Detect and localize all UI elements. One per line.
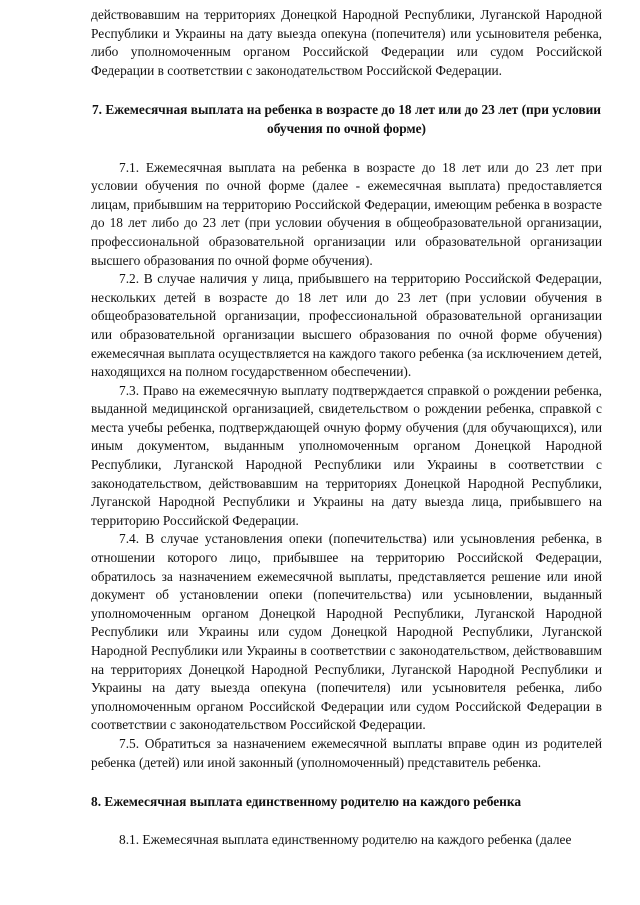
- paragraph-8-1: 8.1. Ежемесячная выплата единственному родителю на каждого ребенка (далее: [119, 831, 572, 847]
- paragraph-7-4: 7.4. В случае установления опеки (попечительства) или усыновления ребенка, в отношении которого лицо, прибывшее на территорию Российской Федерации, обратилось за назначением ежемесячной выплаты, представляется решение или иной документ об установлении опеки (попечительства) или усыновлении, выданный уполномоченным органом Донецкой Народной Республики, Луганской Народной Республики или Украины или судом Донецкой Народной Республики, Луганской Народной Республики или Украины в соответствии с законодательством, действовавшим на территориях Донецкой Народной Республики, Луганской Народной Республики и Украины на дату выезда опекуна (попечителя) или усыновителя ребенка, либо уполномоченным органом Российской Федерации или судом Российской Федерации в соответствии с законодательством Российской Федерации.: [91, 531, 602, 733]
- section-7-heading: 7. Ежемесячная выплата на ребенка в возрасте до 18 лет или до 23 лет (при условии обучения по очной форме): [91, 102, 602, 136]
- paragraph-7-1: 7.1. Ежемесячная выплата на ребенка в возрасте до 18 лет или до 23 лет при условии обучения по очной форме (далее - ежемесячная выплата) предоставляется лицам, прибывшим на территорию Российской Федерации, имеющим ребенка в возрасте до 18 лет либо до 23 лет (при условии обучения в общеобразовательной организации, профессиональной образовательной организации или образовательной организации высшего образования по очной форме обучения).: [91, 159, 602, 268]
- paragraph-7-3: 7.3. Право на ежемесячную выплату подтверждается справкой о рождении ребенка, выданной медицинской организацией, свидетельством о рождении ребенка, справкой с места учебы ребенка, подтверждающей очную форму обучения (для обучающихся), или иным документом, выданным уполномоченным органом Донецкой Народной Республики, Луганской Народной Республики или Украины в соответствии с законодательством, действовавшим на территориях Донецкой Народной Республики, Луганской Народной Республики и Украины на дату выезда лица, прибывшего на территорию Российской Федерации.: [91, 382, 602, 528]
- document-page: [91, 6, 602, 849]
- paragraph-7-5: 7.5. Обратиться за назначением ежемесячной выплаты вправе один из родителей ребенка (детей) или иной законный (уполномоченный) представитель ребенка.: [91, 735, 602, 770]
- section-8-heading: 8. Ежемесячная выплата единственному родителю на каждого ребенка: [91, 794, 522, 810]
- intro-paragraph: действовавшим на территориях Донецкой Народной Республики, Луганской Народной Республики и Украины на дату выезда опекуна (попечителя) или усыновителя ребенка, либо уполномоченным органом Российской Федерации или судом Российской Федерации в соответствии с законодательством Российской Федерации.: [91, 7, 602, 78]
- paragraph-7-2: 7.2. В случае наличия у лица, прибывшего на территорию Российской Федерации, нескольких детей в возрасте до 18 лет или до 23 лет (при условии обучения в общеобразовательной организации, профессиональной образовательной организации или образовательной организации высшего образования по очной форме обучения) ежемесячная выплата осуществляется на каждого такого ребенка (за исключением детей, находящихся на полном государственном обеспечении).: [91, 271, 602, 380]
